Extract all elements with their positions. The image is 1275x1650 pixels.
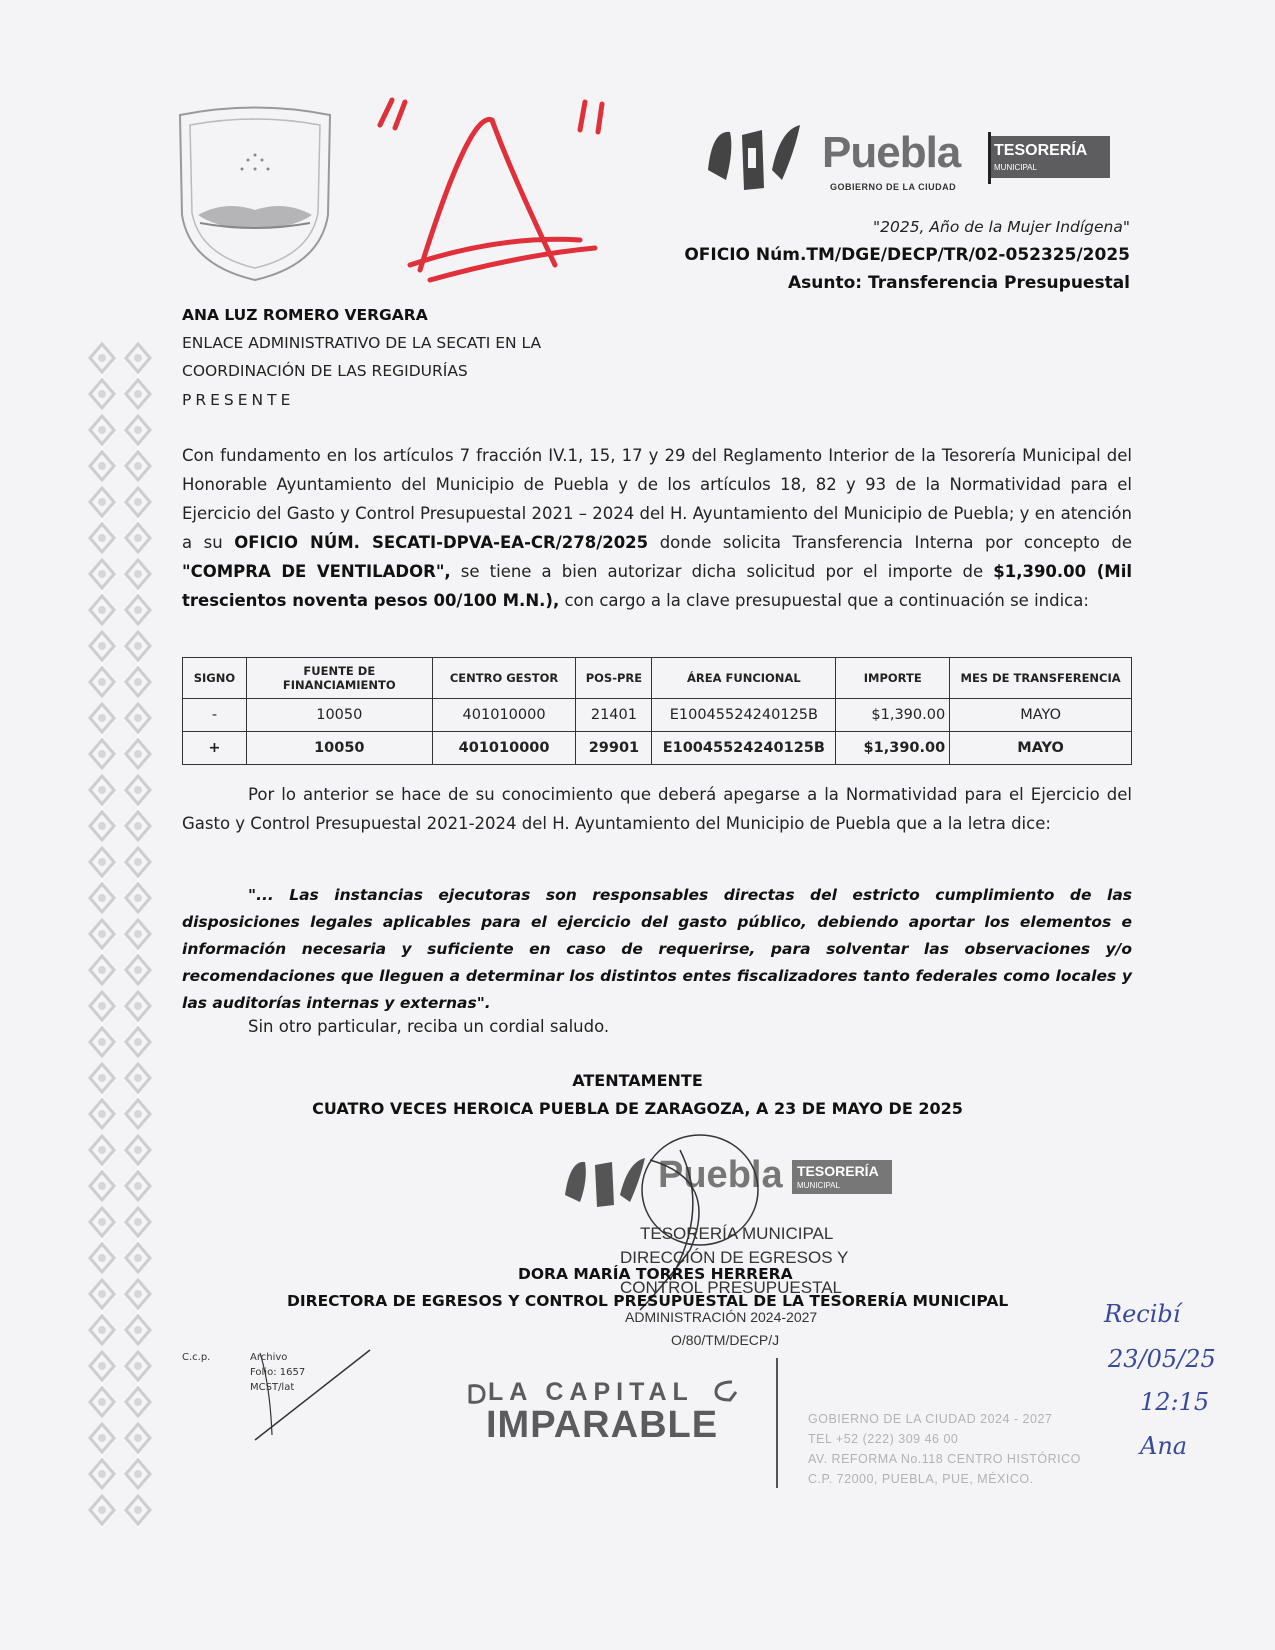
slogan-right-mark-icon xyxy=(712,1378,740,1404)
logo-wordmark: Puebla xyxy=(822,128,961,177)
footer-line4: C.P. 72000, PUEBLA, PUE, MÉXICO. xyxy=(808,1472,1034,1486)
logo-figures-icon xyxy=(700,110,820,200)
p1-amount: $1,390.00 (Mil trescientos noventa pesos 00/100 M.N.), xyxy=(182,562,1133,610)
received-note-word: Recibí xyxy=(1104,1300,1181,1328)
table-row xyxy=(183,699,1132,732)
slogan-left-mark-icon xyxy=(466,1382,488,1406)
slogan-line1: LA CAPITAL xyxy=(488,1378,694,1406)
ccp-signature-scribble xyxy=(250,1345,380,1445)
atentamente-label: ATENTAMENTE xyxy=(572,1071,703,1090)
subject-line: Asunto: Transferencia Presupuestal xyxy=(788,273,1130,293)
body-paragraph-2: Por lo anterior se hace de su conocimiento que deberá apegarse a la Normatividad para el Ejercicio del Gasto y Control Presupuestal 2021-2024 del H. Ayuntamiento del Municipio de Puebla que a la letra dice: xyxy=(182,785,1132,833)
table-header: MES DE TRANSFERENCIA xyxy=(950,658,1132,699)
p1-oficio-ref: OFICIO NÚM. SECATI-DPVA-EA-CR/278/2025 xyxy=(234,533,649,552)
ccp-folio: Folio: 1657 xyxy=(250,1367,306,1378)
table-header: FUENTE DE FINANCIAMIENTO xyxy=(246,658,432,699)
stamp-line1: TESORERÍA MUNICIPAL xyxy=(640,1224,834,1243)
p1-text-g: con cargo a la clave presupuestal que a continuación se indica: xyxy=(559,591,1089,610)
handwritten-a-mark xyxy=(370,90,660,330)
table-cell: $1,390.00 xyxy=(836,732,950,765)
ccp-initials: MCST/lat xyxy=(250,1382,295,1393)
p1-text-a: Con fundamento en los artículos 7 fracción IV.1, 15, 17 y 29 del Reglamento Interior de la Tesorería Municipal del Honorable Ayuntamiento del Municipio de Puebla y de los artículos 18, 82 y 93 de la Normatividad para el Ejercicio del Gasto y Control Presupuestal 2021 – 2024 del H. Ayuntamiento del Municipio de Puebla; y en atención a su xyxy=(182,446,1132,552)
stamp-code: O/80/TM/DECP/J xyxy=(671,1332,780,1348)
table-cell: - xyxy=(183,699,247,732)
table-row xyxy=(183,732,1132,765)
received-note-initials: Ana xyxy=(1140,1432,1188,1460)
stamp-department-badge xyxy=(792,1160,892,1194)
received-note-date: 23/05/25 xyxy=(1108,1345,1216,1373)
p1-text-e: se tiene a bien autorizar dicha solicitud por el importe de xyxy=(450,562,994,581)
footer-line1: GOBIERNO DE LA CIUDAD 2024 - 2027 xyxy=(808,1412,1053,1426)
table-header-row xyxy=(183,658,1132,699)
slogan-line2: IMPARABLE xyxy=(486,1404,719,1446)
addressee-title-line2: COORDINACIÓN DE LAS REGIDURÍAS xyxy=(182,362,468,380)
coat-of-arms-emblem xyxy=(170,105,340,285)
ccp-archive: Archivo xyxy=(250,1352,288,1363)
table-header: IMPORTE xyxy=(836,658,950,699)
addressee-name: ANA LUZ ROMERO VERGARA xyxy=(182,306,428,324)
stamp-line4: ADMINISTRACIÓN 2024-2027 xyxy=(625,1309,818,1325)
closing-line: Sin otro particular, reciba un cordial saludo. xyxy=(248,1017,610,1036)
place-date: CUATRO VECES HEROICA PUEBLA DE ZARAGOZA, A 23 DE MAYO DE 2025 xyxy=(312,1099,963,1118)
ccp-label: C.c.p. xyxy=(182,1352,211,1363)
transfer-table xyxy=(182,657,1132,765)
p1-concept: "COMPRA DE VENTILADOR", xyxy=(182,562,451,581)
received-note-time: 12:15 xyxy=(1140,1388,1210,1416)
table-header: SIGNO xyxy=(183,658,247,699)
footer-line3: AV. REFORMA No.118 CENTRO HISTÓRICO xyxy=(808,1452,1081,1466)
table-cell: E10045524240125B xyxy=(652,699,836,732)
regulation-quote: "... Las instancias ejecutoras son responsables directas del estricto cumplimiento de las disposiciones legales aplicables para el ejercicio del gasto público, debiendo aportar los elementos e información necesaria y suficiente en caso de requerirse, para solventar las observaciones y/o recomendaciones que lleguen a determinar los distintos entes fiscalizadores tanto federales como locales y las auditorías internas y externas". xyxy=(182,886,1132,1012)
signer-title: DIRECTORA DE EGRESOS Y CONTROL PRESUPUESTAL DE LA TESORERÍA MUNICIPAL xyxy=(287,1292,1009,1310)
table-cell: 401010000 xyxy=(432,699,576,732)
table-header: CENTRO GESTOR xyxy=(432,658,576,699)
table-cell: MAYO xyxy=(950,699,1132,732)
puebla-tesoreria-logo xyxy=(700,110,1115,200)
logo-department-badge xyxy=(988,136,1110,178)
table-cell: 401010000 xyxy=(432,732,576,765)
decorative-pattern-strip xyxy=(84,340,156,1530)
stamp-department-sub: MUNICIPAL xyxy=(797,1181,840,1190)
signer-name: DORA MARÍA TORRES HERRERA xyxy=(518,1265,793,1283)
stamp-wordmark: Puebla xyxy=(658,1154,783,1196)
oficio-number: OFICIO Núm.TM/DGE/DECP/TR/02-052325/2025 xyxy=(684,245,1130,265)
stamp-line3: CONTROL PRESUPUESTAL xyxy=(620,1278,842,1297)
presente-label: PRESENTE xyxy=(182,391,295,409)
stamp-department: TESORERÍA xyxy=(797,1163,879,1179)
table-header: ÁREA FUNCIONAL xyxy=(652,658,836,699)
year-motto: "2025, Año de la Mujer Indígena" xyxy=(872,218,1130,236)
table-cell: 10050 xyxy=(246,732,432,765)
table-cell: + xyxy=(183,732,247,765)
footer-line2: TEL +52 (222) 309 46 00 xyxy=(808,1432,959,1446)
handwritten-a-text: "A" xyxy=(370,90,372,91)
table-cell: 10050 xyxy=(246,699,432,732)
table-cell: MAYO xyxy=(950,732,1132,765)
table-cell: $1,390.00 xyxy=(836,699,950,732)
footer-divider xyxy=(776,1358,778,1488)
logo-subtitle: GOBIERNO DE LA CIUDAD xyxy=(830,182,957,192)
body-paragraph-1 xyxy=(182,441,1132,615)
table-cell: 29901 xyxy=(576,732,652,765)
table-cell: E10045524240125B xyxy=(652,732,836,765)
table-cell: 21401 xyxy=(576,699,652,732)
stamp-line2: DIRECCIÓN DE EGRESOS Y xyxy=(620,1248,849,1267)
table-header: POS-PRE xyxy=(576,658,652,699)
logo-department: TESORERÍA xyxy=(994,142,1088,159)
p1-text-c: donde solicita Transferencia Interna por concepto de xyxy=(648,533,1132,552)
addressee-title-line1: ENLACE ADMINISTRATIVO DE LA SECATI EN LA xyxy=(182,334,542,352)
logo-department-sub: MUNICIPAL xyxy=(994,163,1037,172)
